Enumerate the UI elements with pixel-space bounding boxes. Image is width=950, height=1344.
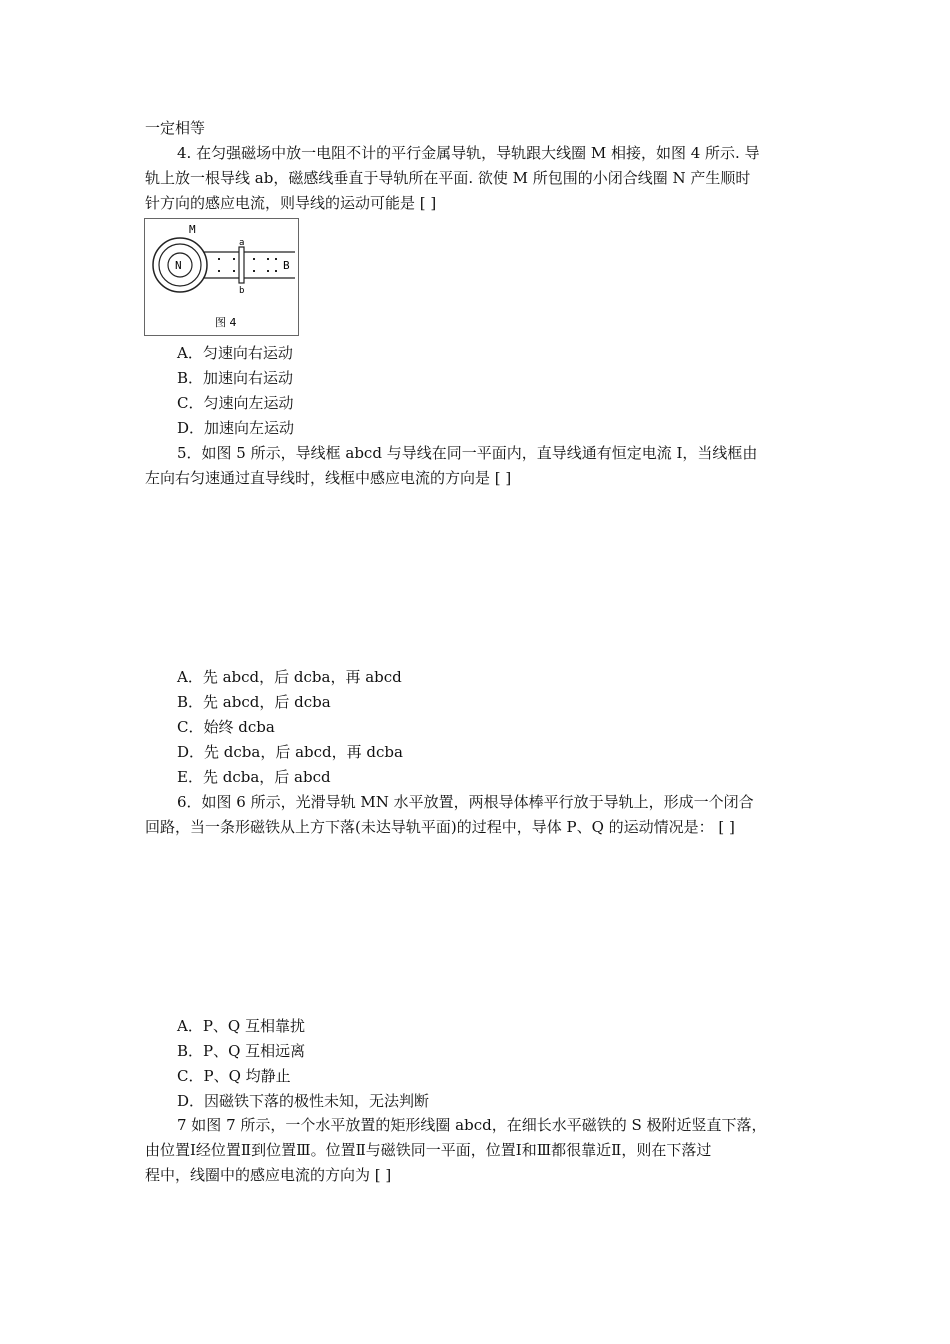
- question-7-line-3: 程中，线圈中的感应电流的方向为 [ ]: [145, 1166, 392, 1184]
- question-7-line-2: 由位置Ⅰ经位置Ⅱ到位置Ⅲ。位置Ⅱ与磁铁同一平面，位置Ⅰ和Ⅲ都很靠近Ⅱ，则在下落过: [145, 1141, 712, 1159]
- question-4-line-1: 4. 在匀强磁场中放一电阻不计的平行金属导轨，导轨跟大线圈 M 相接，如图 4 所示. 导: [177, 144, 760, 162]
- figure-4-diagram: [145, 219, 298, 335]
- question-5-line-1: 5．如图 5 所示，导线框 abcd 与导线在同一平面内，直导线通有恒定电流 I，当线框由: [177, 444, 758, 462]
- question-6-line-2: 回路，当一条形磁铁从上方下落(未达导轨平面)的过程中，导体 P、Q 的运动情况是： [ ]: [145, 818, 735, 836]
- question-7-line-1: 7 如图 7 所示，一个水平放置的矩形线圈 abcd，在细长水平磁铁的 S 极附近竖直下落，: [177, 1116, 767, 1134]
- q5-option-b: B．先 abcd，后 dcba: [177, 693, 331, 711]
- q4-option-a: A．匀速向右运动: [177, 344, 293, 362]
- q6-option-c: C．P、Q 均静止: [177, 1067, 291, 1085]
- q4-option-d: D．加速向左运动: [177, 419, 295, 437]
- q5-option-d: D．先 dcba，后 abcd，再 dcba: [177, 743, 403, 761]
- figure-4-label-b: b: [239, 286, 245, 296]
- figure-4-caption: 图 4: [215, 316, 237, 329]
- q4-option-c: C．匀速向左运动: [177, 394, 294, 412]
- q4-option-b: B．加速向右运动: [177, 369, 294, 387]
- figure-4: [144, 218, 299, 336]
- q5-option-e: E．先 dcba，后 abcd: [177, 768, 331, 786]
- q6-option-a: A．P、Q 互相靠扰: [177, 1017, 305, 1035]
- q5-option-c: C．始终 dcba: [177, 718, 275, 736]
- q5-option-a: A．先 abcd，后 dcba，再 abcd: [177, 668, 402, 686]
- figure-4-label-n: N: [175, 259, 182, 272]
- question-5-line-2: 左向右匀速通过直导线时，线框中感应电流的方向是 [ ]: [145, 469, 512, 487]
- question-6-line-1: 6．如图 6 所示，光滑导轨 MN 水平放置，两根导体棒平行放于导轨上，形成一个闭合: [177, 793, 754, 811]
- question-4-line-3: 针方向的感应电流，则导线的运动可能是 [ ]: [145, 194, 437, 212]
- text-line-continuation: 一定相等: [145, 119, 206, 137]
- figure-4-label-a: a: [239, 238, 245, 248]
- question-4-line-2: 轨上放一根导线 ab，磁感线垂直于导轨所在平面. 欲使 M 所包围的小闭合线圈 N 产生顺时: [145, 169, 751, 187]
- figure-4-label-field: B: [283, 259, 290, 272]
- q6-option-b: B．P、Q 互相远离: [177, 1042, 306, 1060]
- q6-option-d: D．因磁铁下落的极性未知，无法判断: [177, 1092, 430, 1110]
- figure-4-label-m: M: [189, 223, 196, 236]
